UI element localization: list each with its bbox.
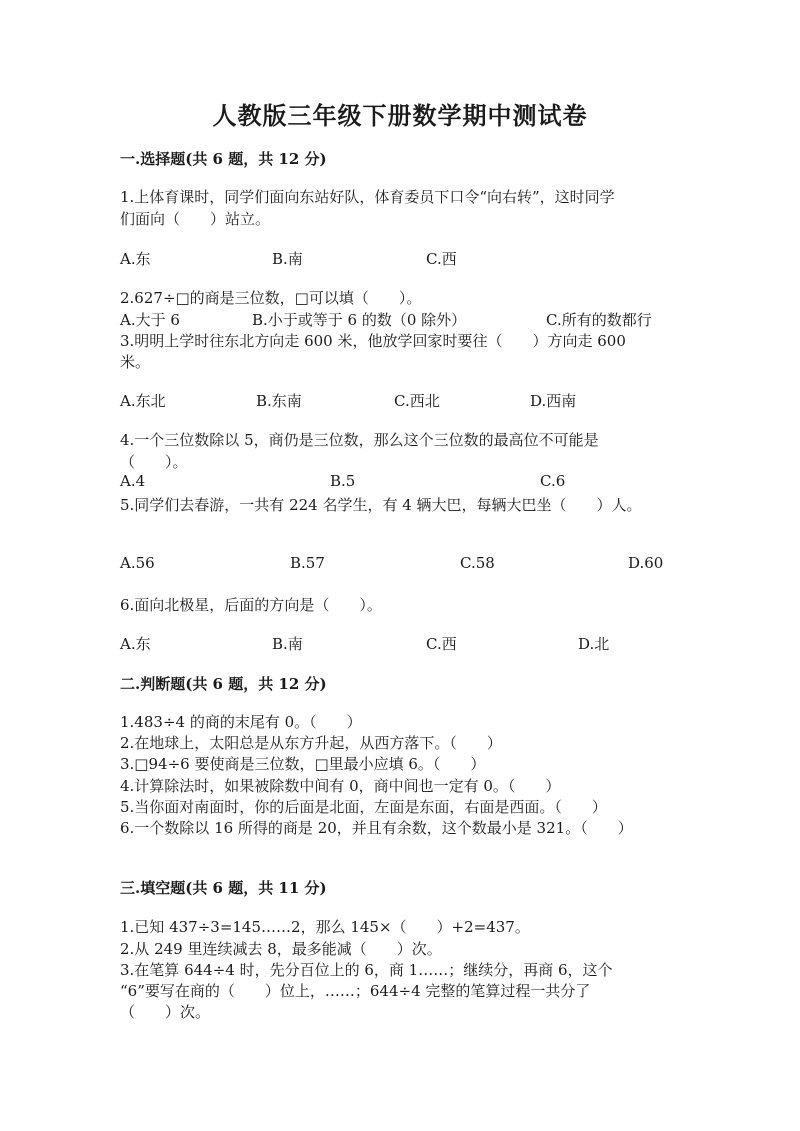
option-c: C.西 [426,635,457,653]
section-heading-judgement: 二.判断题(共 6 题，共 12 分) [120,675,327,693]
option-b: B.57 [290,554,325,572]
option-b: B.东南 [256,392,302,410]
option-d: D.西南 [530,392,577,410]
option-c: C.58 [460,554,495,572]
option-b: B.小于或等于 6 的数（0 除外） [252,311,467,329]
option-c: C.西北 [394,392,440,410]
option-d: D.60 [628,554,664,572]
fill-in-item-cont: （ ）次。 [120,1003,211,1021]
option-b: B.南 [272,250,303,268]
question-3-text-cont: 米。 [120,353,151,371]
question-5-text: 5.同学们去春游，一共有 224 名学生，有 4 辆大巴，每辆大巴坐（ ）人。 [120,496,642,514]
judgement-item: 1.483÷4 的商的末尾有 0。（ ） [120,713,362,731]
fill-in-item: 2.从 249 里连续减去 8，最多能减（ ）次。 [120,940,442,958]
question-2-text: 2.627÷□的商是三位数，□可以填（ ）。 [120,289,422,307]
fill-in-item: 3.在笔算 644÷4 时，先分百位上的 6，商 1……；继续分，再商 6，这个 [120,961,613,979]
judgement-item: 2.在地球上，太阳总是从东方升起，从西方落下。（ ） [120,734,502,752]
fill-in-item-cont: “6”要写在商的（ ）位上，……；644÷4 完整的笔算过程一共分了 [120,982,591,1000]
option-a: A.4 [120,472,146,490]
option-a: A.东 [120,635,151,653]
option-a: A.东 [120,250,151,268]
question-1-text: 1.上体育课时，同学们面向东站好队，体育委员下口令“向右转”，这时同学 [120,188,615,206]
fill-in-item: 1.已知 437÷3=145……2，那么 145×（ ）+2=437。 [120,918,530,936]
question-4-text: 4.一个三位数除以 5，商仍是三位数，那么这个三位数的最高位不可能是 [120,431,599,449]
section-heading-choice: 一.选择题(共 6 题，共 12 分) [120,150,327,168]
option-c: C.6 [540,472,566,490]
section-heading-fill-in: 三.填空题(共 6 题，共 11 分) [120,879,327,897]
judgement-item: 5.当你面对南面时，你的后面是北面，左面是东面，右面是西面。（ ） [120,798,607,816]
question-4-text-cont: （ ）。 [120,453,188,471]
option-b: B.5 [330,472,356,490]
question-1-text-cont: 们面向（ ）站立。 [120,210,271,228]
question-3-text: 3.明明上学时往东北方向走 600 米，他放学回家时要往（ ）方向走 600 [120,332,626,350]
option-b: B.南 [272,635,303,653]
option-a: A.大于 6 [120,311,180,329]
option-c: C.西 [426,250,457,268]
judgement-item: 6.一个数除以 16 所得的商是 20，并且有余数，这个数最小是 321。（ ） [120,819,633,837]
judgement-item: 3.□94÷6 要使商是三位数，□里最小应填 6。（ ） [120,755,486,773]
option-c: C.所有的数都行 [546,311,652,329]
option-d: D.北 [578,635,610,653]
judgement-item: 4.计算除法时，如果被除数中间有 0，商中间也一定有 0。（ ） [120,777,561,795]
question-6-text: 6.面向北极星，后面的方向是（ ）。 [120,596,382,614]
option-a: A.56 [120,554,155,572]
option-a: A.东北 [120,392,166,410]
page-title: 人教版三年级下册数学期中测试卷 [212,101,588,130]
